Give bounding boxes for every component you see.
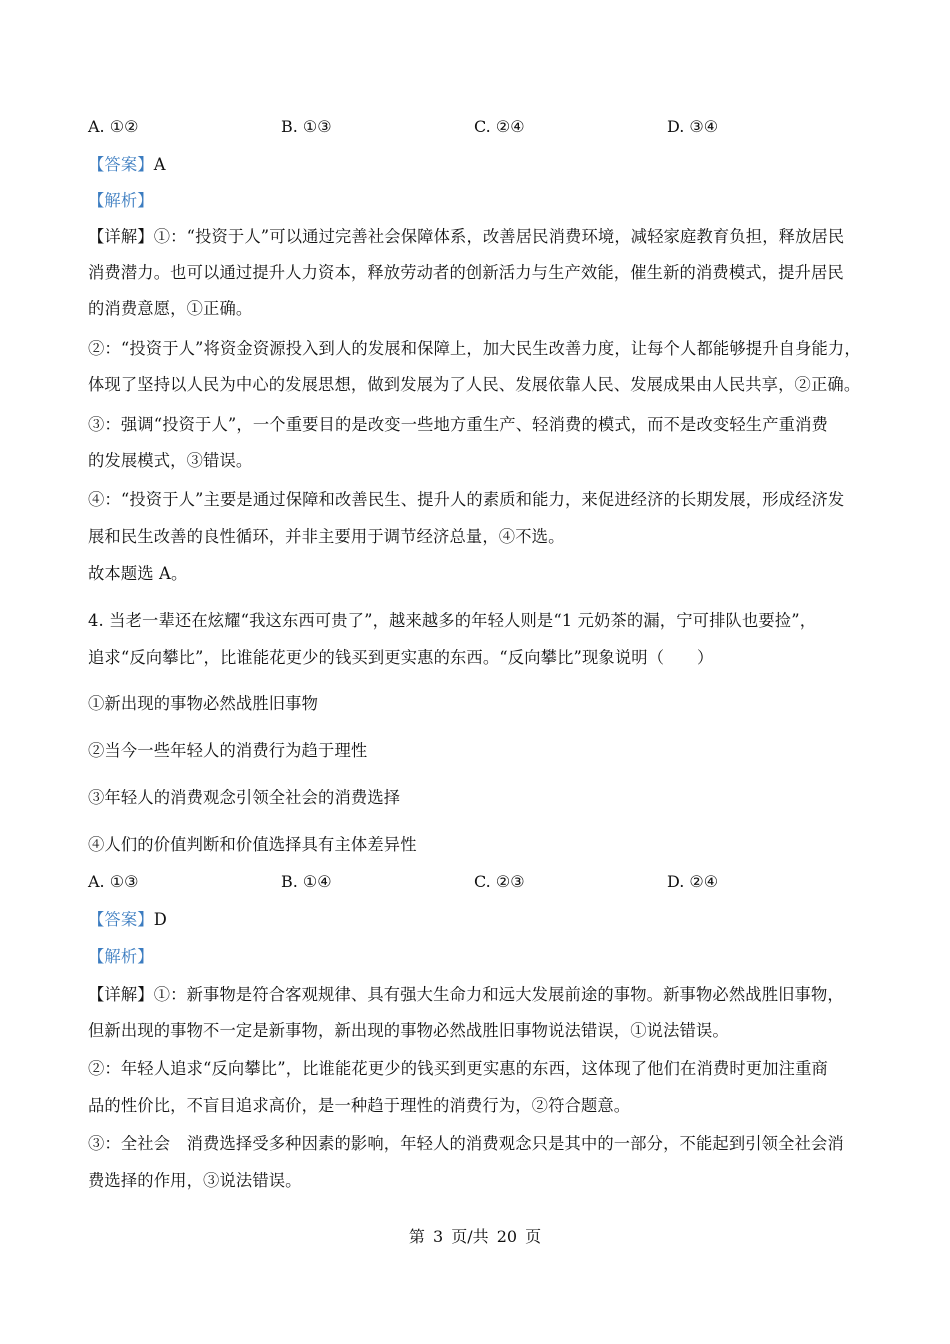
q3-detail-line: ③：强调“投资于人”，一个重要目的是改变一些地方重生产、轻消费的模式，而不是改变轻生产重消费 [88,415,828,434]
q4-stem-line: 追求“反向攀比”，比谁能花更少的钱买到更实惠的东西。“反向攀比”现象说明（ ） [88,648,714,667]
q3-detail-line [88,226,844,248]
q3-detail-line: 展和民生改善的良性循环，并非主要用于调节经济总量，④不选。 [88,527,565,546]
q3-answer [88,154,166,176]
q3-detail-line: ②：“投资于人”将资金资源投入到人的发展和保障上，加大民生改善力度，让每个人都能够提升自身能力， [88,339,861,358]
q4-detail-line: ③：全社会 消费选择受多种因素的影响，年轻人的消费观念只是其中的一部分，不能起到引领全社会消 [88,1134,844,1153]
q4-detail-line: 但新出现的事物不一定是新事物，新出现的事物必然战胜旧事物说法错误，①说法错误。 [88,1021,729,1040]
answer-value: D [153,910,167,929]
q3-conclusion: 故本题选 A。 [88,564,188,583]
q4-answer [88,909,167,931]
detail-text: ①：“投资于人”可以通过完善社会保障体系，改善居民消费环境，减轻家庭教育负担，释放居民 [153,227,845,246]
detail-label: 【详解】 [88,227,154,246]
q4-option-b: B. ①④ [281,872,332,891]
q4-analysis-label: 【解析】 [88,947,154,966]
page-number-footer: 第 3 页/共 20 页 [408,1227,542,1246]
q3-detail-line: 的消费意愿，①正确。 [88,299,253,318]
q3-analysis-label: 【解析】 [88,191,154,210]
q4-option-a: A. ①③ [88,872,139,891]
q4-stem-line: 4. 当老一辈还在炫耀“我这东西可贵了”，越来越多的年轻人则是“1 元奶茶的漏，宁可排队也要捡”， [88,611,817,630]
q3-options [88,116,888,138]
q3-detail-line: 消费潜力。也可以通过提升人力资本，释放劳动者的创新活力与生产效能，催生新的消费模式，提升居民 [88,263,844,282]
q3-detail-line: 体现了坚持以人民为中心的发展思想，做到发展为了人民、发展依靠人民、发展成果由人民共享，②正确。 [88,375,861,394]
q4-statement: ①新出现的事物必然战胜旧事物 [88,694,319,713]
q4-statement: ②当今一些年轻人的消费行为趋于理性 [88,741,368,760]
q4-statement: ④人们的价值判断和价值选择具有主体差异性 [88,835,417,854]
q4-statement: ③年轻人的消费观念引领全社会的消费选择 [88,788,401,807]
q3-option-b: B. ①③ [281,117,332,136]
answer-label: 【答案】 [88,910,154,929]
q3-option-d: D. ③④ [667,117,719,136]
detail-text: ①：新事物是符合客观规律、具有强大生命力和远大发展前途的事物。新事物必然战胜旧事物， [153,985,844,1004]
q4-detail-line [88,984,844,1006]
q3-option-a: A. ①② [88,117,139,136]
answer-value: A [153,155,166,174]
q3-detail-line: 的发展模式，③错误。 [88,451,253,470]
q3-option-c: C. ②④ [474,117,525,136]
q4-detail-line: 品的性价比，不盲目追求高价，是一种趋于理性的消费行为，②符合题意。 [88,1096,631,1115]
q3-detail-line: ④：“投资于人”主要是通过保障和改善民生、提升人的素质和能力，来促进经济的长期发展，形成经济发 [88,490,845,509]
q4-option-d: D. ②④ [667,872,719,891]
answer-label: 【答案】 [88,155,154,174]
q4-option-c: C. ②③ [474,872,525,891]
q4-detail-line: ②：年轻人追求“反向攀比”，比谁能花更少的钱买到更实惠的东西，这体现了他们在消费时更加注重商 [88,1059,828,1078]
q4-detail-line: 费选择的作用，③说法错误。 [88,1171,302,1190]
q4-options [88,871,888,893]
detail-label: 【详解】 [88,985,154,1004]
